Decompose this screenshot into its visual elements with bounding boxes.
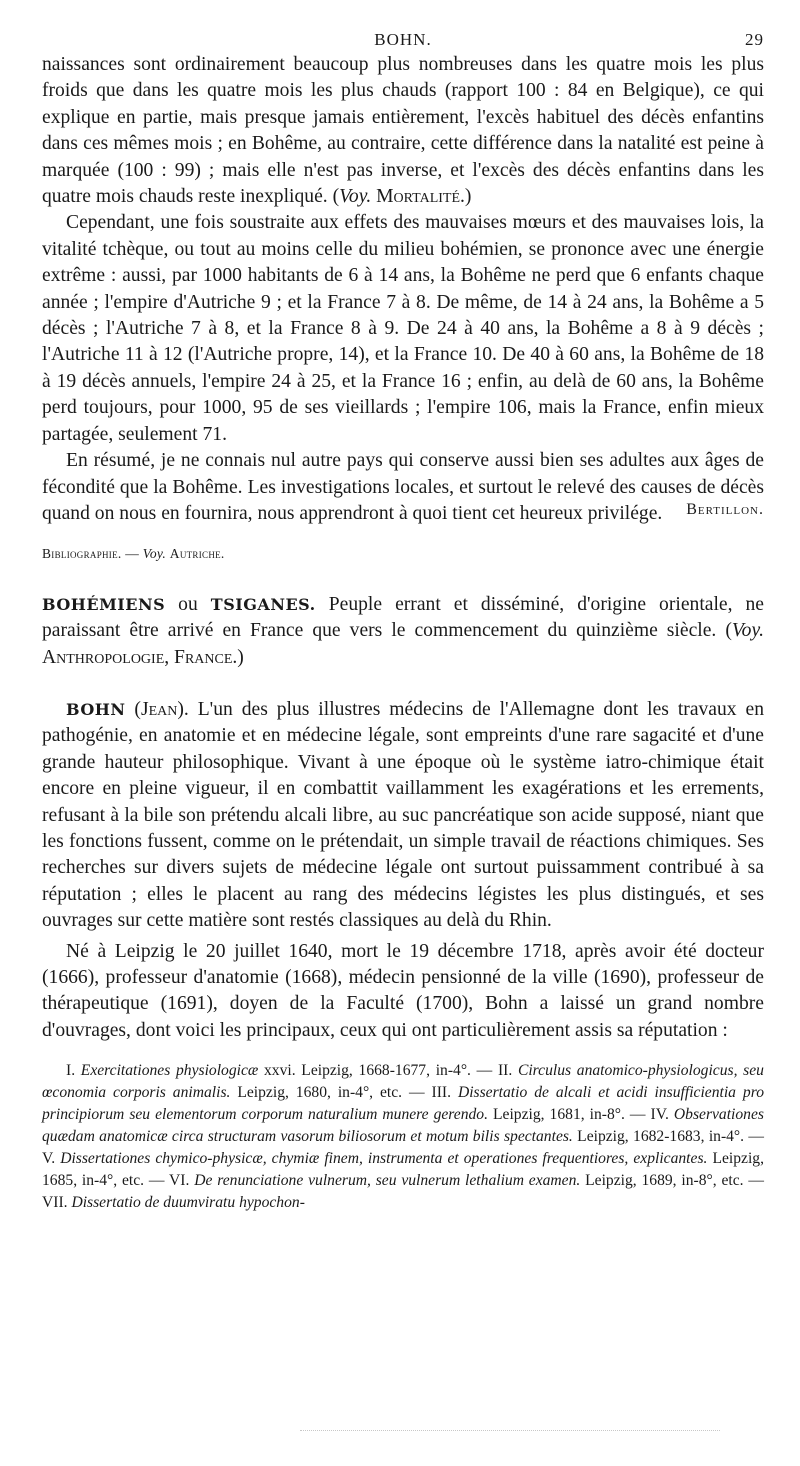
work-item [66, 1062, 492, 1079]
running-title: BOHN. [374, 30, 432, 49]
paragraph-text: naissances sont ordinairement beaucoup plus nombreuses dans les quatre mois les plus froids que dans les quatre mois les plus chauds (rapport 100 : 84 en Belgique), ce qui explique en partie, mais presque jamais entièrement, l'excès habituel des décès enfantins dans ces mêmes mois ; en Bohême, au contraire, cette différence dans la natalité est peine à marquée (100 : 99) ; mais elle n'est pas inverse, et l'excès des décès enfantins dans les quatre mois chauds reste inexpliqué. [42, 54, 764, 208]
work-number: I. [66, 1062, 76, 1080]
work-item [42, 1194, 305, 1211]
cross-ref-voy: Voy. [142, 546, 167, 562]
work-number: V. [42, 1150, 56, 1168]
paragraph-text: En résumé, je ne connais nul autre pays qui conserve aussi bien ses adultes aux âges de fécondité que la Bohême. Les investigations locales, et surtout le relevé des causes de décès quand on nous en fournira, nous apprendront à quoi tient cet heureux privilége. [42, 450, 764, 524]
cross-ref-target[interactable]: Anthropologie, France. [42, 646, 238, 668]
cross-ref-target[interactable]: Autriche. [169, 546, 225, 562]
work-title: Dissertatio de alcali et acidi insufficientia pro principiorum seu elementorum corporum naturalium munere gerendo. [42, 1084, 764, 1124]
paragraph-vitalite: Cependant, une fois soustraite aux effets des mauvaises mœurs et des mauvaises lois, la vitalité tchèque, ou tout au moins celle du milieu bohémien, se prononce avec une énergie extrême : aussi, par 1000 habitants de 6 à 14 ans, la Bohême ne perd que 6 enfants chaque année ; l'empire d'Autriche 9 ; et la France 7 à 8. De même, de 14 à 24 ans, la Bohême a 5 décès ; l'Autriche 7 à 8, et la France 8 à 9. De 24 à 40 ans, la Bohême a 8 à 9 décès ; l'Autriche 11 à 12 (l'Autriche propre, 14), et la France 10. De 40 à 60 ans, la Bohême de 18 à 19 décès annuels, l'empire 24 à 25, et la France 16 ; enfin, au delà de 60 ans, la Bohême perd toujours, pour 1000, 95 de ses vieillards ; l'empire 106, mais la France, enfin mieux partagée, seulement 71. [42, 212, 764, 445]
work-detail: Leipzig, 1681, in-8°. — [493, 1106, 646, 1124]
works-paragraph [42, 1060, 764, 1214]
bibliography-label: Bibliographie. [42, 546, 122, 562]
work-title: Exercitationes physiologicæ [80, 1062, 259, 1080]
bibliography-line [42, 541, 764, 567]
entry-bohemiens: BOHÉMIENS ou TSIGANES. Peuple errant et disséminé, d'origine orientale, ne paraissant être arrivé en France que vers le commencement du quinzième siècle. (Voy. Anthropologie, France.) [42, 593, 765, 668]
work-detail: Leipzig, 1680, in-4°, etc. — [237, 1084, 425, 1102]
entry-headword: BOHN [66, 699, 126, 719]
running-head [42, 30, 764, 52]
cross-ref-voy: Voy. [731, 620, 764, 642]
work-number: VI. [169, 1172, 190, 1190]
cross-ref-target[interactable]: Mortalité. [376, 186, 465, 208]
work-detail: Leipzig, 1689, in-8°, etc. — [585, 1172, 764, 1190]
paragraph-natalite: naissances sont ordinairement beaucoup plus nombreuses dans les quatre mois les plus froids que dans les quatre mois les plus chauds (rapport 100 : 84 en Belgique), ce qui explique en partie, mais presque jamais entièrement, l'excès habituel des décès enfantins dans ces mêmes mois ; en Bohême, au contraire, cette différence dans la natalité est peine à marquée (100 : 99) ; mais elle n'est pas inverse, et l'excès des décès enfantins dans les quatre mois chauds reste inexpliqué. (Voy. Mortalité.) [42, 54, 764, 208]
work-title: Circulus anatomico-physiologicus, seu œconomia corporis animalis. [42, 1062, 764, 1102]
entry-or: ou [178, 593, 198, 615]
entry-forename: (Jean). [134, 698, 189, 720]
work-number: III. [431, 1084, 452, 1102]
entry-headword: BOHÉMIENS [42, 594, 166, 614]
work-number: VII. [42, 1194, 68, 1212]
work-number: IV. [650, 1106, 669, 1124]
work-detail: Leipzig, 1685, in-4°, etc. — [42, 1150, 764, 1190]
bibliography-sep: — [125, 546, 140, 562]
entry-text: L'un des plus illustres médecins de l'Allemagne dont les travaux en pathogénie, en anatomie et en médecine légale, sont empreints d'une rare sagacité et d'une grande hauteur philosophique. Vivant à une époque où le système iatro-chimique était encore en pleine vigueur, il en combattit vaillamment les exagérations et les errements, refusant à la bile son prétendu alcali libre, au suc pancréatique son acide supposé, niant que les fonctions fussent, comme on le prétendait, un simple travail de réactions chimiques. Ses recherches sur divers sujets de médecine légale ont surtout puissamment contribué à sa réputation ; elles le placent au rang des médecins légistes les plus distingués, et ses ouvrages sur cette matière sont restés classiques au delà du Rhin. [42, 698, 765, 932]
works-list [42, 1060, 764, 1214]
entry-text: Peuple errant et disséminé, d'origine orientale, ne paraissant être arrivé en France que vers le commencement du quinzième siècle. [42, 593, 765, 642]
work-title: Dissertationes chymico-physicæ, chymiæ finem, instrumenta et operationes frequentiores, explicantes. [60, 1150, 708, 1168]
entry-variant: TSIGANES. [210, 594, 316, 614]
work-number: II. [497, 1062, 513, 1080]
author-signature: Bertillon. [686, 501, 764, 519]
work-title: De renunciatione vulnerum, seu vulnerum lethalium examen. [194, 1172, 581, 1190]
work-title: Dissertatio de duumviratu hypochon- [71, 1194, 305, 1212]
work-item [169, 1172, 764, 1189]
paragraph-biography: Né à Leipzig le 20 juillet 1640, mort le 19 décembre 1718, après avoir été docteur (1666), professeur d'anatomie (1668), médecin pensionné de la ville (1690), professeur de thérapeutique (1691), doyen de la Faculté (1700), Bohn a laissé un grand nombre d'ouvrages, dont voici les principaux, ceux qui ont particulièrement assis sa réputation : [42, 940, 764, 1041]
paragraph-resume [42, 448, 764, 527]
work-detail: Leipzig, 1682-1683, in-4°. — [577, 1128, 764, 1146]
cross-ref-voy: Voy. [339, 186, 372, 208]
entry-bohn [42, 697, 764, 935]
work-detail: xxvi. Leipzig, 1668-1677, in-4°. — [263, 1062, 493, 1080]
bottom-rule [300, 1430, 720, 1431]
page-number: 29 [745, 30, 764, 49]
work-title: Observationes quædam anatomicæ circa structuram vasorum biliosorum et motum bilis spectantes. [42, 1106, 764, 1146]
